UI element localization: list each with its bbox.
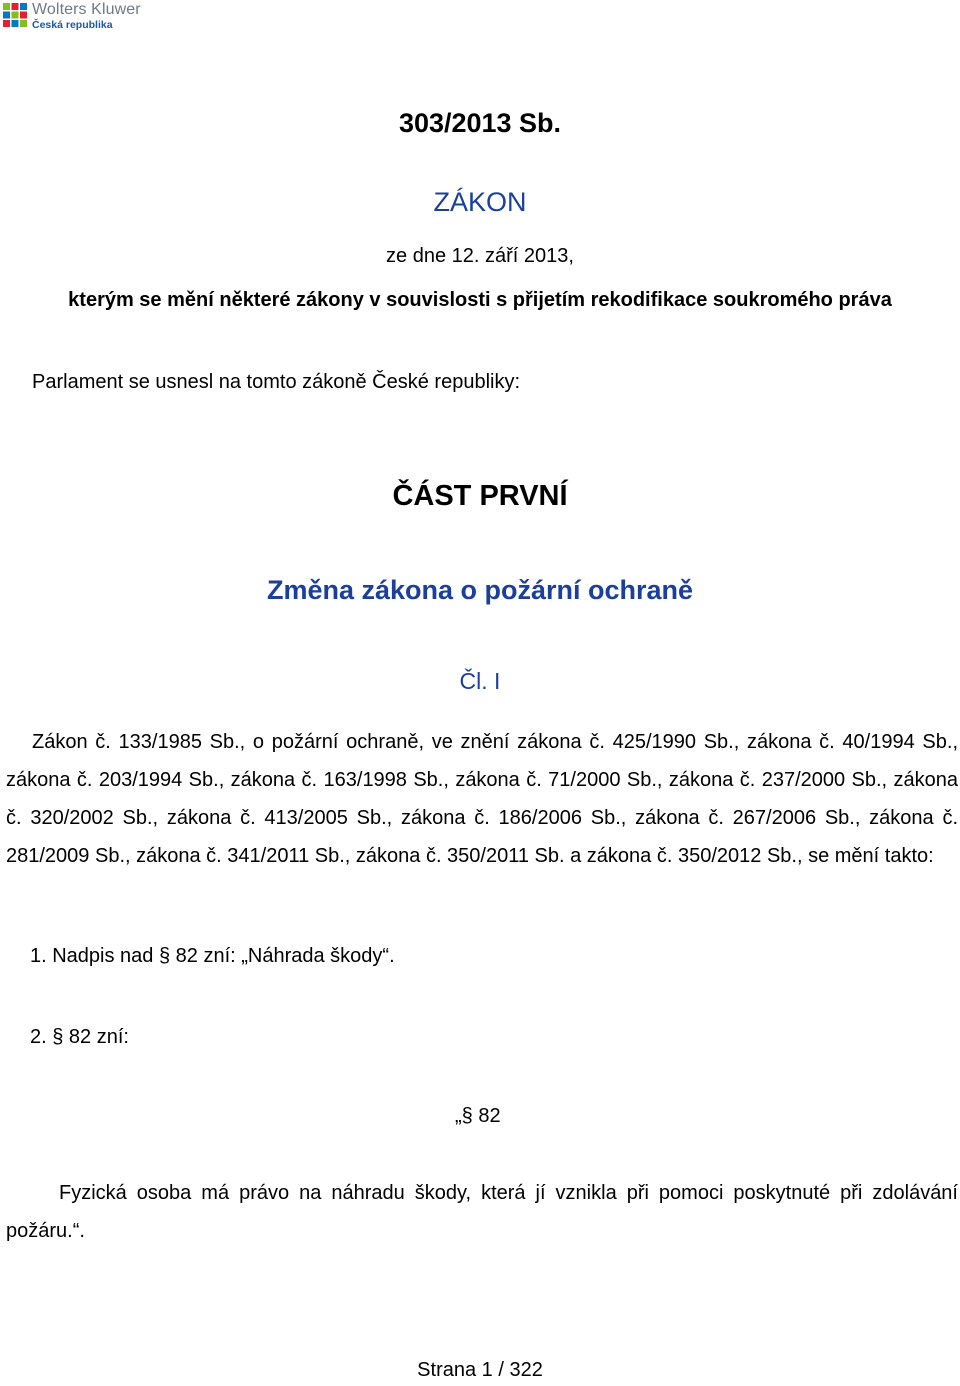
amendment-item-1: 1. Nadpis nad § 82 zní: „Náhrada škody“. (30, 945, 395, 967)
preamble: Parlament se usnesl na tomto zákoně České republiky: (32, 371, 521, 393)
brand-name: Wolters Kluwer (32, 1, 141, 18)
intro-paragraph: Zákon č. 133/1985 Sb., o požární ochraně, ve znění zákona č. 425/1990 Sb., zákona č. 40/1994 Sb., zákona č. 203/1994 Sb., zákona č. 163/1998 Sb., zákona č. 71/2000 Sb., zákona č. 237/2000 Sb., zákona č. 320/2002 Sb., zákona č. 413/2005 Sb., zákona č. 186/2006 Sb., zákona č. 267/2006 Sb., zákona č. 281/2009 Sb., zákona č. 341/2011 Sb., zákona č. 350/2011 Sb. a zákona č. 350/2012 Sb., se mění takto: (6, 731, 958, 867)
article-heading: Čl. I (459, 668, 501, 694)
page-number: Strana 1 / 322 (417, 1359, 543, 1381)
document-title: kterým se mění některé zákony v souvislosti s přijetím rekodifikace soukromého práva (68, 289, 892, 311)
logo-text (32, 2, 141, 31)
law-number: 303/2013 Sb. (398, 108, 562, 138)
section-text: Fyzická osoba má právo na náhradu škody, která jí vznikla při pomoci poskytnuté při zdolávání požáru.“. (6, 1182, 958, 1242)
document-date: ze dne 12. září 2013, (386, 245, 574, 267)
document-type: ZÁKON (433, 187, 527, 217)
part-title: Změna zákona o požární ochraně (266, 575, 694, 605)
section-heading: „§ 82 (455, 1105, 501, 1127)
publisher-logo (2, 2, 141, 31)
amendment-item-2: 2. § 82 zní: (30, 1026, 129, 1048)
brand-subtitle: Česká republika (32, 19, 113, 31)
part-heading: ČÁST PRVNÍ (392, 480, 568, 512)
wolters-kluwer-logo-icon (2, 2, 28, 28)
